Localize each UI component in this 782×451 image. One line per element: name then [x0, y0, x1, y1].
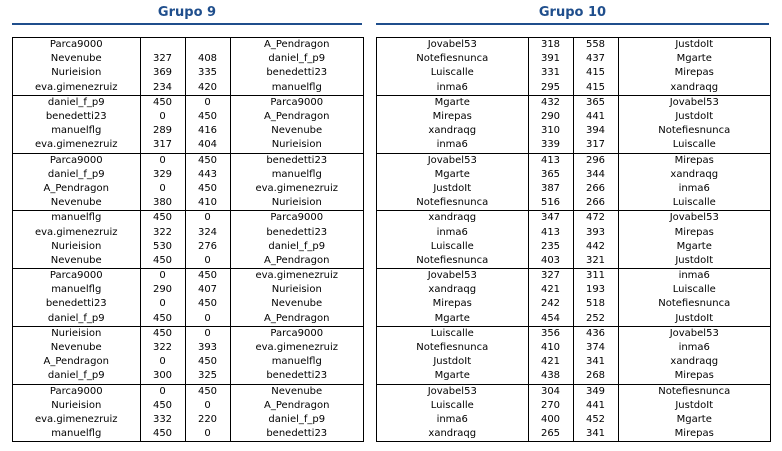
match-row — [13, 81, 363, 96]
away-score: 268 — [573, 369, 618, 384]
home-player: eva.gimenezruiz — [34, 413, 118, 425]
away-player: JustdoIt — [618, 312, 770, 327]
home-score: 270 — [528, 399, 573, 413]
away-score: 441 — [573, 399, 618, 413]
home-player: Jovabel53 — [427, 39, 477, 51]
away-player: daniel_f_p9 — [230, 240, 363, 254]
away-player: Luiscalle — [618, 283, 770, 297]
away-player: A_Pendragon — [230, 38, 363, 52]
home-score: 450 — [140, 326, 185, 341]
match-row — [13, 95, 363, 110]
away-score: 443 — [185, 168, 230, 182]
home-player: daniel_f_p9 — [13, 95, 140, 110]
away-score: 437 — [573, 52, 618, 66]
match-row — [13, 110, 363, 124]
match-row — [13, 38, 363, 52]
home-player: eva.gimenezruiz — [34, 139, 118, 151]
home-score: 450 — [140, 427, 185, 441]
match-row — [377, 182, 770, 196]
away-player: daniel_f_p9 — [230, 52, 363, 66]
away-player: Nevenube — [230, 297, 363, 311]
home-score: 403 — [528, 254, 573, 269]
away-score: 0 — [185, 254, 230, 269]
home-score: 454 — [528, 312, 573, 327]
home-player: Nurieision — [51, 67, 102, 79]
home-player: Nurieision — [51, 240, 102, 252]
away-player: Mirepas — [618, 225, 770, 239]
away-player: Luiscalle — [618, 196, 770, 211]
home-player: manuelflg — [51, 284, 102, 296]
match-row — [377, 283, 770, 297]
home-score: 413 — [528, 225, 573, 239]
home-score: 421 — [528, 283, 573, 297]
match-row — [13, 369, 363, 384]
match-row — [377, 52, 770, 66]
match-row — [377, 225, 770, 239]
home-score: 310 — [528, 124, 573, 138]
away-score: 394 — [573, 124, 618, 138]
away-player: A_Pendragon — [230, 399, 363, 413]
home-player: eva.gimenezruiz — [34, 226, 118, 238]
away-player: Jovabel53 — [618, 211, 770, 226]
home-score: 0 — [140, 384, 185, 399]
away-player: A_Pendragon — [230, 110, 363, 124]
away-score: 450 — [185, 182, 230, 196]
away-score: 296 — [573, 153, 618, 168]
away-score: 415 — [573, 66, 618, 80]
home-player: Luiscalle — [430, 67, 474, 79]
away-player: Mirepas — [618, 369, 770, 384]
away-player: xandraqg — [618, 355, 770, 369]
away-score: 349 — [573, 384, 618, 399]
home-player: Notefiesnunca — [416, 197, 489, 209]
away-score: 518 — [573, 297, 618, 311]
home-score: 300 — [140, 369, 185, 384]
match-row — [377, 124, 770, 138]
match-row — [377, 341, 770, 355]
home-score: 347 — [528, 211, 573, 226]
away-score: 404 — [185, 138, 230, 153]
away-player: Notefiesnunca — [618, 297, 770, 311]
match-row — [377, 168, 770, 182]
away-player: manuelflg — [230, 355, 363, 369]
match-row — [377, 110, 770, 124]
away-player: xandraqg — [618, 168, 770, 182]
away-player: benedetti23 — [230, 153, 363, 168]
home-player: Nevenube — [50, 254, 102, 266]
match-row — [377, 326, 770, 341]
match-row — [13, 254, 363, 269]
home-player: xandraqg — [428, 125, 477, 137]
away-score — [185, 38, 230, 52]
away-score: 276 — [185, 240, 230, 254]
away-player: Mgarte — [618, 52, 770, 66]
away-score: 420 — [185, 81, 230, 96]
away-player: benedetti23 — [230, 225, 363, 239]
home-score: 450 — [140, 399, 185, 413]
home-score: 327 — [528, 269, 573, 284]
home-score: 450 — [140, 211, 185, 226]
home-player: Parca9000 — [49, 39, 103, 51]
home-score: 0 — [140, 153, 185, 168]
home-player: daniel_f_p9 — [47, 312, 105, 324]
away-score: 0 — [185, 95, 230, 110]
match-row — [377, 196, 770, 211]
home-score: 290 — [140, 283, 185, 297]
away-player: Nurieision — [230, 196, 363, 211]
match-row — [13, 312, 363, 327]
home-player: xandraqg — [377, 211, 528, 226]
away-player: eva.gimenezruiz — [230, 269, 363, 284]
away-player: manuelflg — [230, 81, 363, 96]
away-player: Nurieision — [230, 283, 363, 297]
home-score: 329 — [140, 168, 185, 182]
away-score: 450 — [185, 269, 230, 284]
home-player: Mgarte — [434, 168, 470, 180]
home-score: 450 — [140, 312, 185, 327]
home-score: 327 — [140, 52, 185, 66]
away-score: 252 — [573, 312, 618, 327]
group-9-table — [12, 37, 364, 442]
home-player: Notefiesnunca — [416, 254, 489, 266]
home-player: inma6 — [436, 139, 468, 151]
home-score: 400 — [528, 413, 573, 427]
home-score: 235 — [528, 240, 573, 254]
away-score: 0 — [185, 399, 230, 413]
home-player: Luiscalle — [377, 326, 528, 341]
away-score: 0 — [185, 211, 230, 226]
match-row — [13, 225, 363, 239]
home-score: 387 — [528, 182, 573, 196]
home-score: 265 — [528, 427, 573, 441]
home-score: 391 — [528, 52, 573, 66]
match-row — [377, 138, 770, 153]
away-player: eva.gimenezruiz — [230, 182, 363, 196]
away-score: 558 — [573, 38, 618, 52]
home-player: eva.gimenezruiz — [34, 81, 118, 93]
away-score: 266 — [573, 196, 618, 211]
match-row — [13, 269, 363, 284]
away-player: inma6 — [618, 182, 770, 196]
home-score: 450 — [140, 95, 185, 110]
match-row — [13, 124, 363, 138]
home-score: 413 — [528, 153, 573, 168]
match-row — [13, 211, 363, 226]
away-score: 0 — [185, 427, 230, 441]
home-score: 516 — [528, 196, 573, 211]
home-score: 432 — [528, 95, 573, 110]
home-player: Jovabel53 — [377, 384, 528, 399]
home-player: xandraqg — [428, 284, 477, 296]
away-player: A_Pendragon — [230, 254, 363, 269]
away-score: 335 — [185, 66, 230, 80]
away-player: Mgarte — [618, 413, 770, 427]
away-player: inma6 — [618, 269, 770, 284]
home-player: Mgarte — [434, 312, 470, 324]
home-score: 410 — [528, 341, 573, 355]
away-player: benedetti23 — [230, 66, 363, 80]
match-row — [377, 312, 770, 327]
match-row — [13, 182, 363, 196]
home-player: Mirepas — [432, 298, 472, 310]
match-row — [377, 254, 770, 269]
home-player: A_Pendragon — [43, 356, 109, 368]
match-row — [13, 326, 363, 341]
away-player: Notefiesnunca — [618, 384, 770, 399]
away-score: 450 — [185, 297, 230, 311]
away-player: daniel_f_p9 — [230, 413, 363, 427]
home-player: benedetti23 — [45, 298, 107, 310]
away-score: 344 — [573, 168, 618, 182]
away-score: 0 — [185, 312, 230, 327]
away-score: 220 — [185, 413, 230, 427]
match-row — [13, 355, 363, 369]
away-player: Nurieision — [230, 138, 363, 153]
match-row — [13, 297, 363, 311]
match-row — [377, 211, 770, 226]
match-row — [13, 240, 363, 254]
away-score: 441 — [573, 110, 618, 124]
away-player: JustdoIt — [618, 254, 770, 269]
home-player: Parca9000 — [13, 269, 140, 284]
home-player: Mgarte — [377, 95, 528, 110]
match-row — [377, 384, 770, 399]
away-player: Mirepas — [618, 66, 770, 80]
match-row — [13, 341, 363, 355]
home-score: 289 — [140, 124, 185, 138]
home-player: Parca9000 — [13, 384, 140, 399]
home-player: Mgarte — [434, 370, 470, 382]
home-player: daniel_f_p9 — [47, 168, 105, 180]
match-row — [377, 297, 770, 311]
home-score: 0 — [140, 355, 185, 369]
match-row — [377, 355, 770, 369]
home-score: 234 — [140, 81, 185, 96]
away-score: 450 — [185, 110, 230, 124]
away-player: xandraqg — [618, 81, 770, 96]
home-player: daniel_f_p9 — [47, 370, 105, 382]
home-player: A_Pendragon — [43, 182, 109, 194]
home-score — [140, 38, 185, 52]
home-score: 242 — [528, 297, 573, 311]
home-score: 530 — [140, 240, 185, 254]
home-player: Nurieision — [51, 399, 102, 411]
match-row — [13, 168, 363, 182]
home-score: 0 — [140, 269, 185, 284]
away-player: Nevenube — [230, 124, 363, 138]
group-10-title: Grupo 10 — [538, 5, 607, 20]
home-player: benedetti23 — [45, 111, 107, 123]
match-row — [377, 413, 770, 427]
away-player: A_Pendragon — [230, 312, 363, 327]
away-score: 450 — [185, 384, 230, 399]
away-player: JustdoIt — [618, 110, 770, 124]
home-score: 356 — [528, 326, 573, 341]
home-player: inma6 — [436, 226, 468, 238]
home-score: 0 — [140, 182, 185, 196]
home-player: Jovabel53 — [377, 153, 528, 168]
home-score: 295 — [528, 81, 573, 96]
home-score: 290 — [528, 110, 573, 124]
match-row — [13, 413, 363, 427]
away-score: 393 — [185, 341, 230, 355]
match-row — [377, 66, 770, 80]
match-row — [377, 153, 770, 168]
away-player: Luiscalle — [618, 138, 770, 153]
home-player: manuelflg — [51, 125, 102, 137]
match-row — [13, 66, 363, 80]
away-player: Parca9000 — [230, 326, 363, 341]
away-score: 374 — [573, 341, 618, 355]
away-score: 410 — [185, 196, 230, 211]
group-9-title: Grupo 9 — [157, 5, 217, 20]
away-score: 436 — [573, 326, 618, 341]
away-score: 416 — [185, 124, 230, 138]
home-player: Notefiesnunca — [416, 342, 489, 354]
home-player: inma6 — [436, 413, 468, 425]
home-player: Nevenube — [50, 53, 102, 65]
away-score: 321 — [573, 254, 618, 269]
home-score: 365 — [528, 168, 573, 182]
home-player: Nurieision — [13, 326, 140, 341]
away-score: 393 — [573, 225, 618, 239]
away-score: 317 — [573, 138, 618, 153]
match-row — [377, 269, 770, 284]
home-score: 380 — [140, 196, 185, 211]
match-row — [13, 399, 363, 413]
away-player: Mirepas — [618, 427, 770, 441]
match-row — [377, 38, 770, 52]
home-score: 317 — [140, 138, 185, 153]
away-score: 266 — [573, 182, 618, 196]
home-score: 450 — [140, 254, 185, 269]
away-player: JustdoIt — [618, 38, 770, 52]
away-player: JustdoIt — [618, 399, 770, 413]
away-score: 442 — [573, 240, 618, 254]
match-row — [13, 138, 363, 153]
away-score: 325 — [185, 369, 230, 384]
match-row — [13, 283, 363, 297]
home-score: 332 — [140, 413, 185, 427]
away-player: benedetti23 — [230, 427, 363, 441]
home-score: 0 — [140, 297, 185, 311]
away-player: Parca9000 — [230, 211, 363, 226]
away-player: Jovabel53 — [618, 326, 770, 341]
home-player: JustdoIt — [433, 356, 472, 368]
home-player: Luiscalle — [430, 399, 474, 411]
home-score: 0 — [140, 110, 185, 124]
away-score: 0 — [185, 326, 230, 341]
home-player: Luiscalle — [430, 240, 474, 252]
match-row — [377, 399, 770, 413]
home-player: JustdoIt — [433, 182, 472, 194]
match-row — [377, 240, 770, 254]
home-player: Parca9000 — [13, 153, 140, 168]
home-player: Mirepas — [432, 111, 472, 123]
home-score: 339 — [528, 138, 573, 153]
home-player: manuelflg — [13, 211, 140, 226]
away-score: 407 — [185, 283, 230, 297]
home-player: xandraqg — [428, 428, 477, 440]
away-score: 408 — [185, 52, 230, 66]
away-player: benedetti23 — [230, 369, 363, 384]
away-player: eva.gimenezruiz — [230, 341, 363, 355]
away-score: 450 — [185, 355, 230, 369]
group-9-title-rule — [12, 23, 362, 25]
home-score: 331 — [528, 66, 573, 80]
match-row — [13, 427, 363, 441]
away-score: 365 — [573, 95, 618, 110]
match-row — [13, 384, 363, 399]
away-score: 341 — [573, 427, 618, 441]
home-score: 304 — [528, 384, 573, 399]
match-row — [377, 369, 770, 384]
home-player: Notefiesnunca — [416, 53, 489, 65]
away-player: Jovabel53 — [618, 95, 770, 110]
home-player: inma6 — [436, 81, 468, 93]
group-10-table — [376, 37, 771, 442]
away-player: Mirepas — [618, 153, 770, 168]
away-score: 452 — [573, 413, 618, 427]
match-row — [377, 95, 770, 110]
away-score: 341 — [573, 355, 618, 369]
away-player: Notefiesnunca — [618, 124, 770, 138]
home-score: 421 — [528, 355, 573, 369]
away-score: 324 — [185, 225, 230, 239]
away-player: Nevenube — [230, 384, 363, 399]
home-score: 318 — [528, 38, 573, 52]
home-score: 322 — [140, 341, 185, 355]
away-score: 472 — [573, 211, 618, 226]
away-score: 311 — [573, 269, 618, 284]
away-player: manuelflg — [230, 168, 363, 182]
match-row — [377, 427, 770, 441]
away-player: Parca9000 — [230, 95, 363, 110]
home-score: 322 — [140, 225, 185, 239]
away-score: 193 — [573, 283, 618, 297]
home-score: 438 — [528, 369, 573, 384]
home-player: Jovabel53 — [377, 269, 528, 284]
away-player: inma6 — [618, 341, 770, 355]
home-player: Nevenube — [50, 197, 102, 209]
away-score: 450 — [185, 153, 230, 168]
home-player: Nevenube — [50, 342, 102, 354]
match-row — [377, 81, 770, 96]
group-10-title-rule — [376, 23, 769, 25]
match-row — [13, 196, 363, 211]
match-row — [13, 153, 363, 168]
home-score: 369 — [140, 66, 185, 80]
home-player: manuelflg — [51, 428, 102, 440]
away-player: Mgarte — [618, 240, 770, 254]
away-score: 415 — [573, 81, 618, 96]
match-row — [13, 52, 363, 66]
